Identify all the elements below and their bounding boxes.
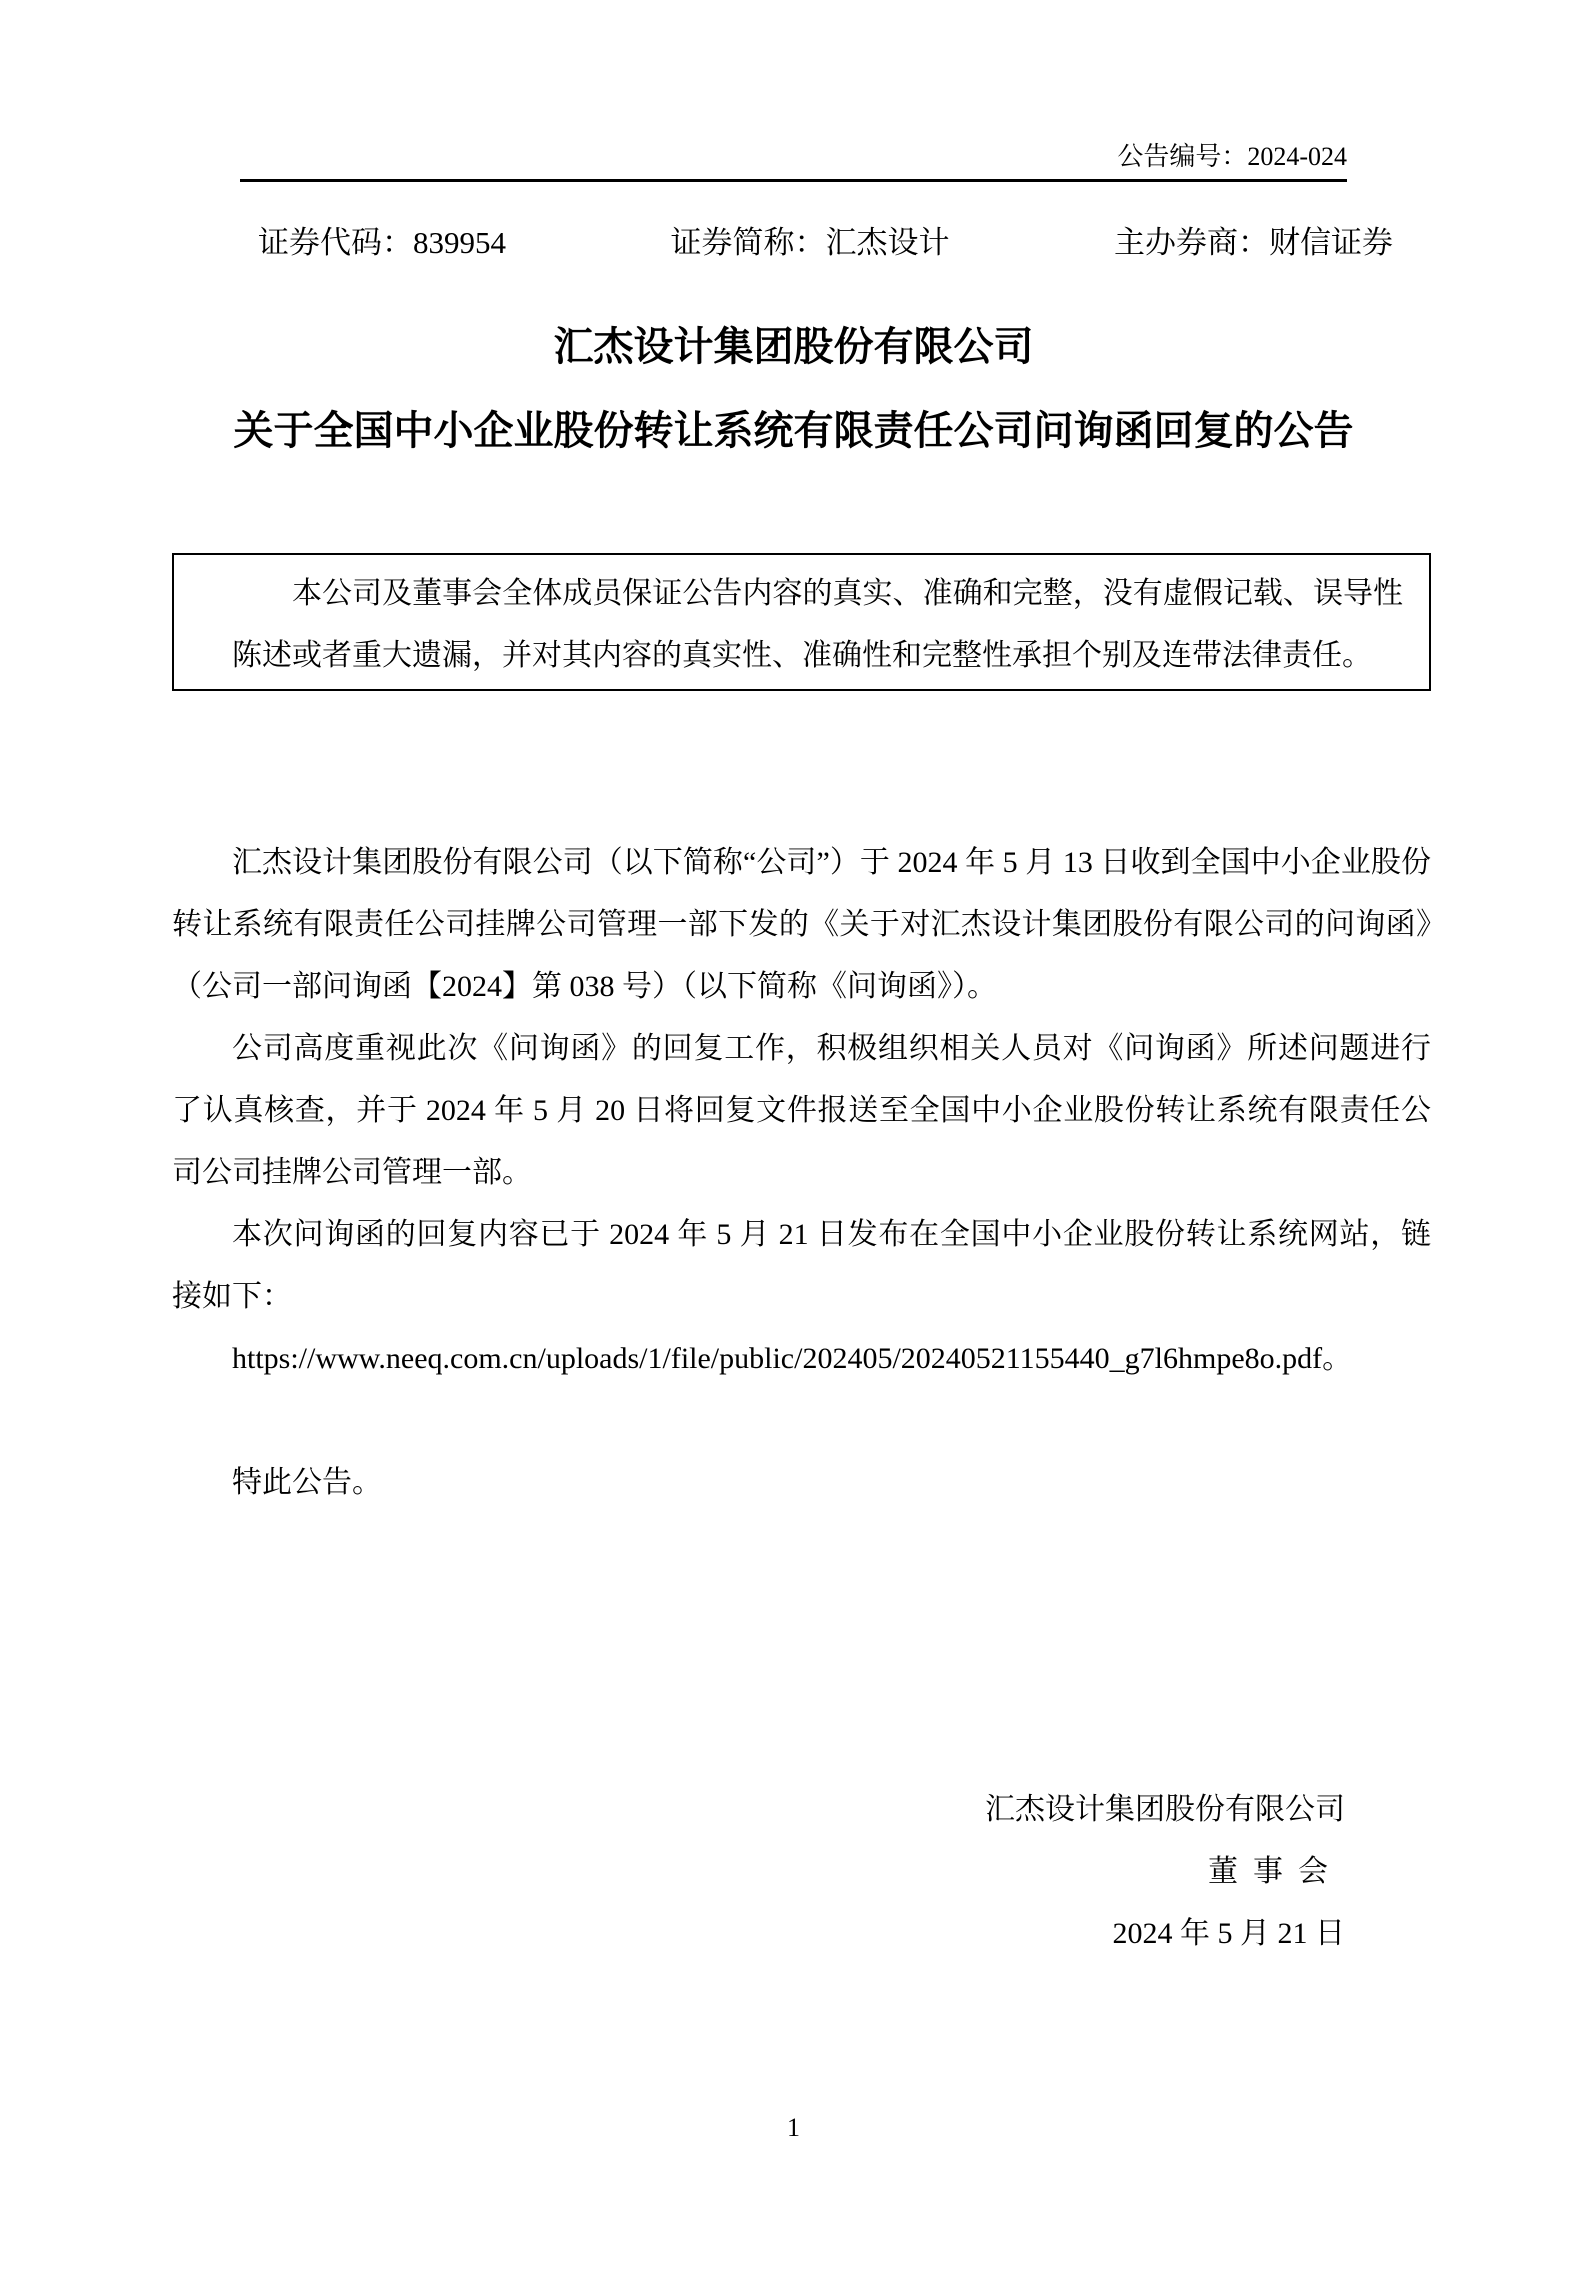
signature-date: 2024 年 5 月 21 日 (1112, 1917, 1345, 1950)
document-title-company: 汇杰设计集团股份有限公司 (553, 324, 1034, 369)
announcement-number: 公告编号：2024-024 (240, 140, 1347, 182)
securities-header-row (258, 226, 1393, 260)
document-body (172, 832, 1431, 1514)
closing-statement: 特此公告。 (232, 1466, 382, 1499)
signature-company: 汇杰设计集团股份有限公司 (985, 1793, 1345, 1826)
signature-block (0, 1779, 1345, 1965)
page-number: 1 (787, 2113, 800, 2142)
stock-code: 证券代码：839954 (258, 225, 506, 260)
body-paragraph: 汇杰设计集团股份有限公司（以下简称“公司”）于 2024 年 5 月 13 日收到全国中小企业股份转让系统有限责任公司挂牌公司管理一部下发的《关于对汇杰设计集团股份有限公司的问询函》（公司一部问询函【2024】第 038 号）（以下简称《问询函》）。 (172, 846, 1431, 1003)
signature-board: 董 事 会 (1208, 1855, 1328, 1888)
reply-document-url: https://www.neeq.com.cn/uploads/1/file/public/202405/20240521155440_g7l6hmpe8o.pdf。 (232, 1342, 1353, 1375)
body-paragraph: 公司高度重视此次《问询函》的回复工作，积极组织相关人员对《问询函》所述问题进行了认真核查，并于 2024 年 5 月 20 日将回复文件报送至全国中小企业股份转让系统有限责任公司公司挂牌公司管理一部。 (172, 1032, 1431, 1189)
document-title-subject: 关于全国中小企业股份转让系统有限责任公司问询函回复的公告 (233, 408, 1354, 453)
stock-short-name: 证券简称：汇杰设计 (670, 225, 950, 260)
board-declaration-box: 本公司及董事会全体成员保证公告内容的真实、准确和完整，没有虚假记载、误导性陈述或者重大遗漏，并对其内容的真实性、准确性和完整性承担个别及连带法律责任。 (172, 553, 1431, 691)
body-paragraph: 本次问询函的回复内容已于 2024 年 5 月 21 日发布在全国中小企业股份转让系统网站，链接如下： (172, 1218, 1431, 1313)
sponsor-broker: 主办券商：财信证券 (1114, 225, 1393, 260)
